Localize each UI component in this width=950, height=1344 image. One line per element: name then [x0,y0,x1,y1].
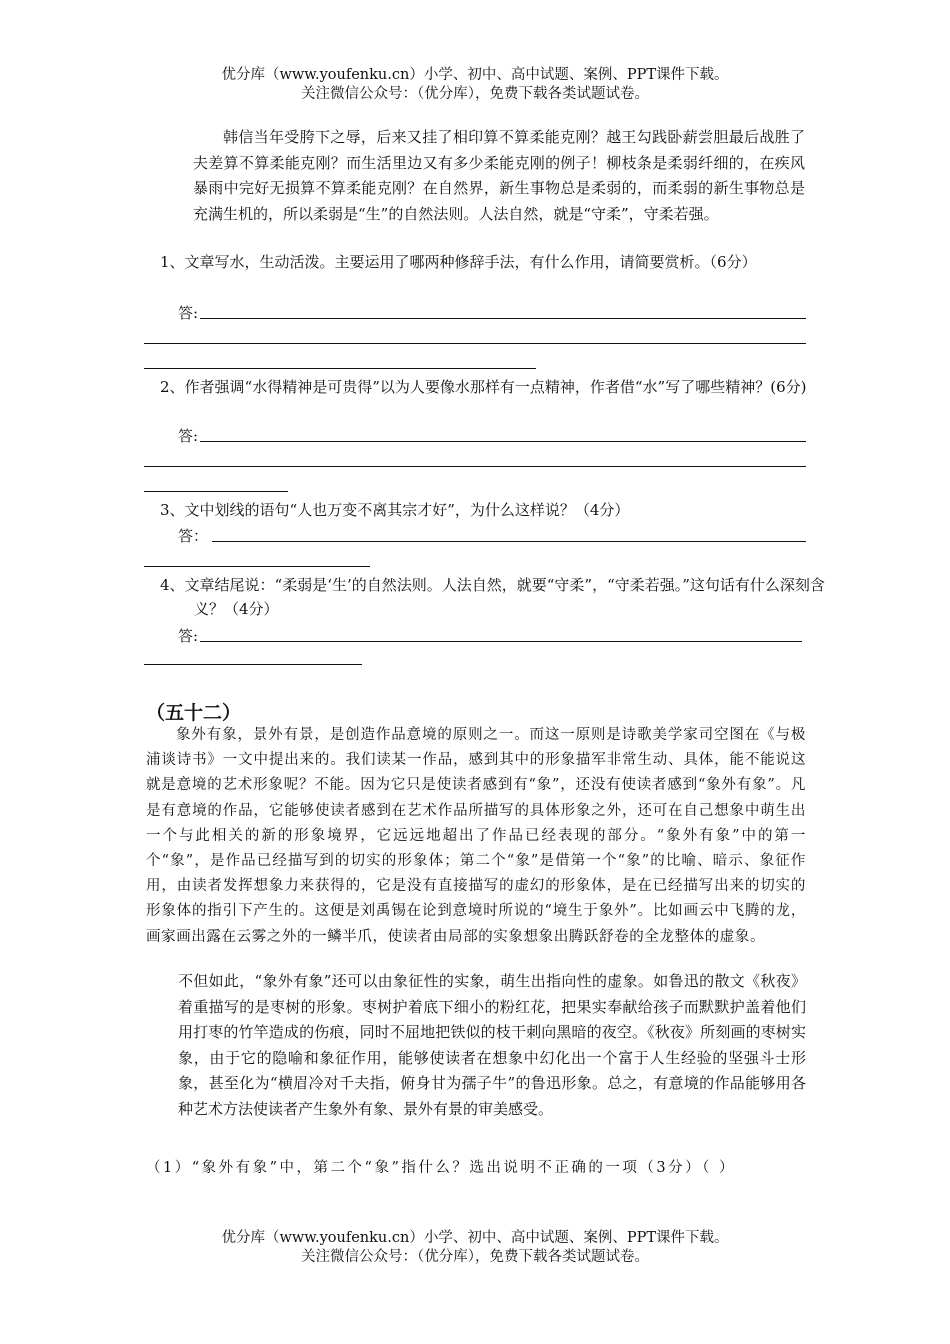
question-3: 3、文中划线的语句“人也万变不离其宗才好”，为什么这样说？（4分） [160,501,630,519]
section-paragraph-1: 象外有象，景外有景，是创造作品意境的原则之一。而这一原则是诗歌美学家司空图在《与极浦谈诗书》一文中提出来的。我们读某一作品，感到其中的形象描军非常生动、具体，能不能说这就是意境的艺术形象呢？不能。因为它只是使读者感到有“象”，还没有使读者感到“象外有象”。凡是有意境的作品，它能够使读者感到在艺术作品所描写的具体形象之外，还可在自己想象中萌生出一个与此相关的新的形象境界，它远远地超出了作品已经表现的部分。“象外有象”中的第一个“象”，是作品已经描写到的切实的形象体；第二个“象”是借第一个“象”的比喻、暗示、象征作用，由读者发挥想象力来获得的，它是没有直接描写的虚幻的形象体，是在已经描写出来的切实的形象体的指引下产生的。这便是刘禹锡在论到意境时所说的“境生于象外”。比如画云中飞腾的龙，画家画出露在云雾之外的一鳞半爪，使读者由局部的实象想象出腾跃舒卷的全龙整体的虚象。 [146,727,806,945]
answer-line[interactable] [144,566,370,567]
header-line-1: 优分库（www.youfenku.cn）小学、初中、高中试题、案例、PPT课件下载。 [221,67,729,83]
footer-line-2: 关注微信公众号：（优分库），免费下载各类试题试卷。 [301,1249,649,1265]
answer-line[interactable] [144,664,362,665]
answer-line[interactable] [144,368,536,369]
question-2: 2、作者强调“水得精神是可贵得”以为人要像水那样有一点精神，作者借“水”写了哪些精神？(6分) [160,378,807,396]
answer-line[interactable] [200,441,806,442]
answer-label-3: 答： [178,527,209,545]
question-1: 1、文章写水，生动活泼。主要运用了哪两种修辞手法，有什么作用，请简要赏析。（6分） [160,253,757,271]
passage-paragraph: 韩信当年受胯下之辱，后来又挂了相印算不算柔能克刚？越王勾践卧薪尝胆最后战胜了夫差算不算柔能克刚？而生活里边又有多少柔能克刚的例子！柳枝条是柔弱纤细的，在疾风暴雨中完好无损算不算柔能克刚？在自然界，新生事物总是柔弱的，而柔弱的新生事物总是充满生机的，所以柔弱是“生”的自然法则。人法自然，就是“守柔”，守柔若强。 [193,128,805,223]
footer-line-1: 优分库（www.youfenku.cn）小学、初中、高中试题、案例、PPT课件下载。 [221,1230,729,1246]
answer-line[interactable] [200,641,802,642]
answer-label-4: 答: [178,627,199,645]
question-52-1: （1）“象外有象”中，第二个“象”指什么？选出说明不正确的一项（3分）（ ） [146,1160,736,1176]
section-title: （五十二） [146,702,242,724]
answer-line[interactable] [212,541,806,542]
answer-line[interactable] [200,318,806,319]
section-paragraph-2: 不但如此，“象外有象”还可以由象征性的实象，萌生出指向性的虚象。如鲁迅的散文《秋夜》着重描写的是枣树的形象。枣树护着底下细小的粉红花，把果实奉献给孩子而默默护盖着他们用打枣的竹竿造成的伤痕，同时不屈地把铁似的枝干刺向黑暗的夜空。《秋夜》所刻画的枣树实象，由于它的隐喻和象征作用，能够使读者在想象中幻化出一个富于人生经验的坚强斗士形象，甚至化为“横眉冷对千夫指，俯身甘为孺子牛”的鲁迅形象。总之，有意境的作品能够用各种艺术方法使读者产生象外有象、景外有景的审美感受。 [178,972,806,1118]
header-line-2: 关注微信公众号：（优分库），免费下载各类试题试卷。 [301,86,649,102]
answer-label-1: 答: [178,304,199,322]
answer-line[interactable] [144,466,806,467]
question-4: 4、文章结尾说：“柔弱是‘生’的自然法则。人法自然，就要“守柔”，“守柔若强。”这句话有什么深刻含义？（4分） [160,576,825,618]
answer-line[interactable] [144,491,288,492]
answer-line[interactable] [144,343,806,344]
answer-label-2: 答: [178,427,199,445]
